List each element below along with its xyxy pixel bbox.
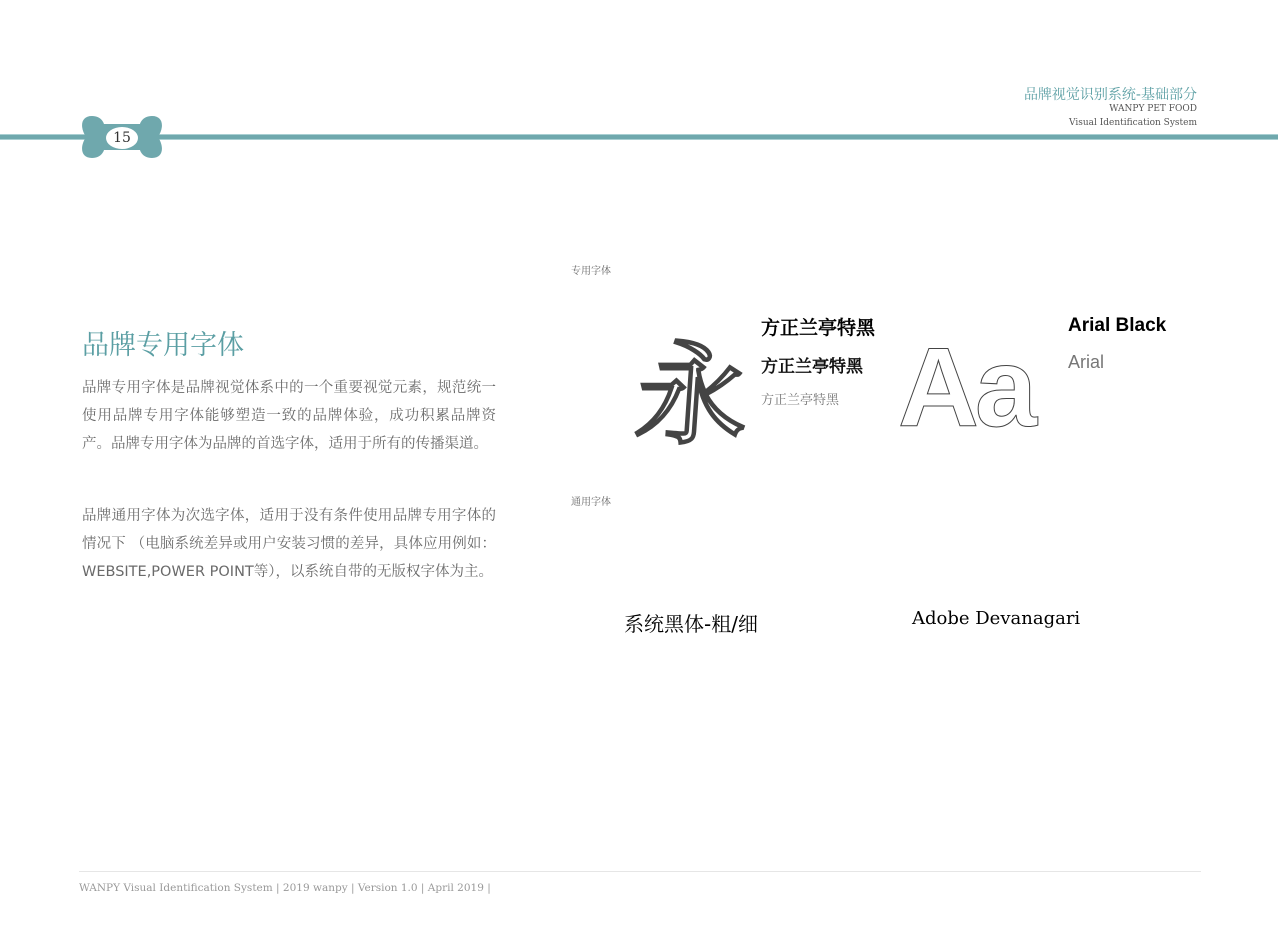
- en-font-bold: Arial Black: [1068, 315, 1167, 336]
- cn-font-medium: 方正兰亭特黑: [761, 357, 863, 377]
- en-font-regular: Arial: [1068, 352, 1105, 372]
- glyph-yong-specimen: 永: [631, 331, 753, 461]
- label-general-font: 通用字体: [571, 497, 611, 508]
- header-title: 品牌视觉识别系统-基础部分: [1023, 87, 1197, 103]
- header-subtitle: Visual Identification System: [1069, 118, 1197, 128]
- header-rule: [0, 134, 1278, 140]
- intro-paragraph: 品牌专用字体是品牌视觉体系中的一个重要视觉元素，规范统一使用品牌专用字体能够塑造一致的品牌体验，成功积累品牌资产。品牌专用字体为品牌的首选字体，适用于所有的传播渠道。: [82, 380, 496, 452]
- cn-font-bold: 方正兰亭特黑: [761, 317, 876, 339]
- page-number: 15: [106, 127, 138, 149]
- general-en-font: Adobe Devanagari: [912, 608, 1081, 629]
- general-cn-font: 系统黑体-粗/细: [624, 612, 758, 636]
- general-font-paragraph: 品牌通用字体为次选字体，适用于没有条件使用品牌专用字体的情况下 （电脑系统差异或用户安装习惯的差异，具体应用例如：WEBSITE,POWER POINT等），以系统自带的无版权字体为主。: [82, 508, 496, 580]
- footer-text: WANPY Visual Identification System | 2019 wanpy | Version 1.0 | April 2019 |: [79, 882, 491, 894]
- cn-font-light: 方正兰亭特黑: [761, 393, 840, 408]
- header-brand: WANPY PET FOOD: [1109, 104, 1197, 114]
- page-title: 品牌专用字体: [82, 330, 244, 361]
- label-dedicated-font: 专用字体: [571, 266, 611, 277]
- glyph-aa-specimen: Aa: [898, 325, 1034, 450]
- footer-rule: [79, 871, 1201, 872]
